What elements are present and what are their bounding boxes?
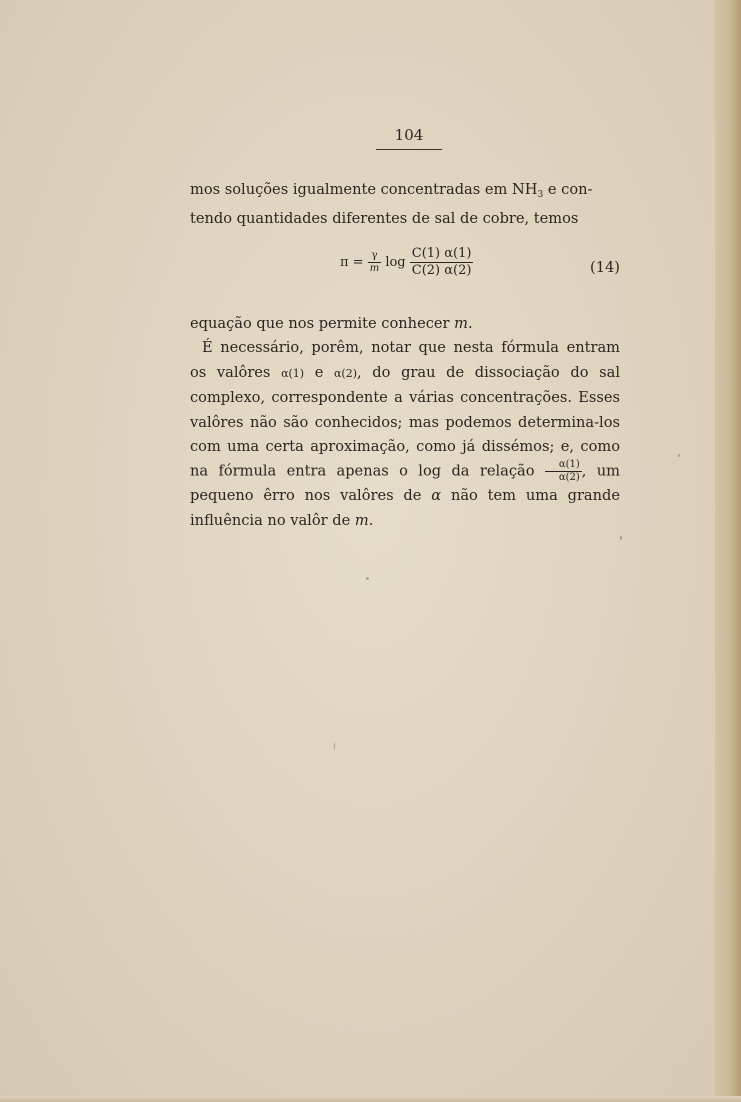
frac-num: C(1) α(1) (411, 246, 472, 261)
frac-den: C(2) α(2) (411, 263, 472, 278)
text-run: , do grau de dissociação do sal complexo, correspondente a várias concentrações. Esses valôres não são conhecidos; mas podemos determina-los com uma certa aproximação, como já dissémos; e, como na fórmula entra apenas o log da relação (190, 363, 620, 480)
variable-m: m (354, 511, 369, 529)
text-run: . (368, 511, 374, 529)
page-edge-right (715, 0, 741, 1102)
alpha-2: α(2) (334, 366, 358, 380)
paper-speck (678, 454, 680, 457)
text-run: tendo quantidades diferentes de sal de cobre, temos (190, 210, 579, 228)
alpha-1: α(1) (281, 366, 305, 380)
subscript: 3 (537, 190, 544, 200)
variable-alpha: α (431, 487, 442, 505)
frac-den: m (369, 263, 380, 274)
page-edge-bottom (0, 1096, 741, 1102)
eq-lhs: π = (340, 255, 368, 270)
text-run: É necessário, porêm, notar que nesta fórmula entram os valôres (190, 339, 620, 381)
text-run: . (467, 315, 473, 332)
equation-number: (14) (590, 259, 620, 276)
text-run: não tem uma grande influência no valôr de (190, 487, 621, 529)
text-run: e (304, 363, 334, 381)
text-run: mos soluções igualmente concentradas em NH (190, 181, 538, 198)
paper-speck (620, 536, 622, 540)
concentration-ratio (410, 246, 474, 279)
paragraph-intro (190, 178, 620, 232)
gamma-over-m (368, 250, 381, 275)
frac-num: α(1) (545, 459, 582, 472)
text-run: , um pequeno êrro nos valôres de (190, 462, 620, 505)
variable-m: m (454, 315, 468, 332)
equation-14 (340, 246, 473, 292)
paragraph-main (190, 312, 620, 533)
paper-speck (366, 577, 369, 580)
page-number: 104 (376, 126, 442, 150)
paper-speck (334, 742, 335, 750)
alpha-ratio (545, 459, 582, 484)
text-run: equação que nos permite conhecer (190, 315, 455, 332)
eq-log: log (381, 255, 410, 270)
frac-den: α(2) (558, 472, 580, 484)
frac-num: γ (368, 250, 381, 263)
text-run: e con- (543, 181, 593, 198)
